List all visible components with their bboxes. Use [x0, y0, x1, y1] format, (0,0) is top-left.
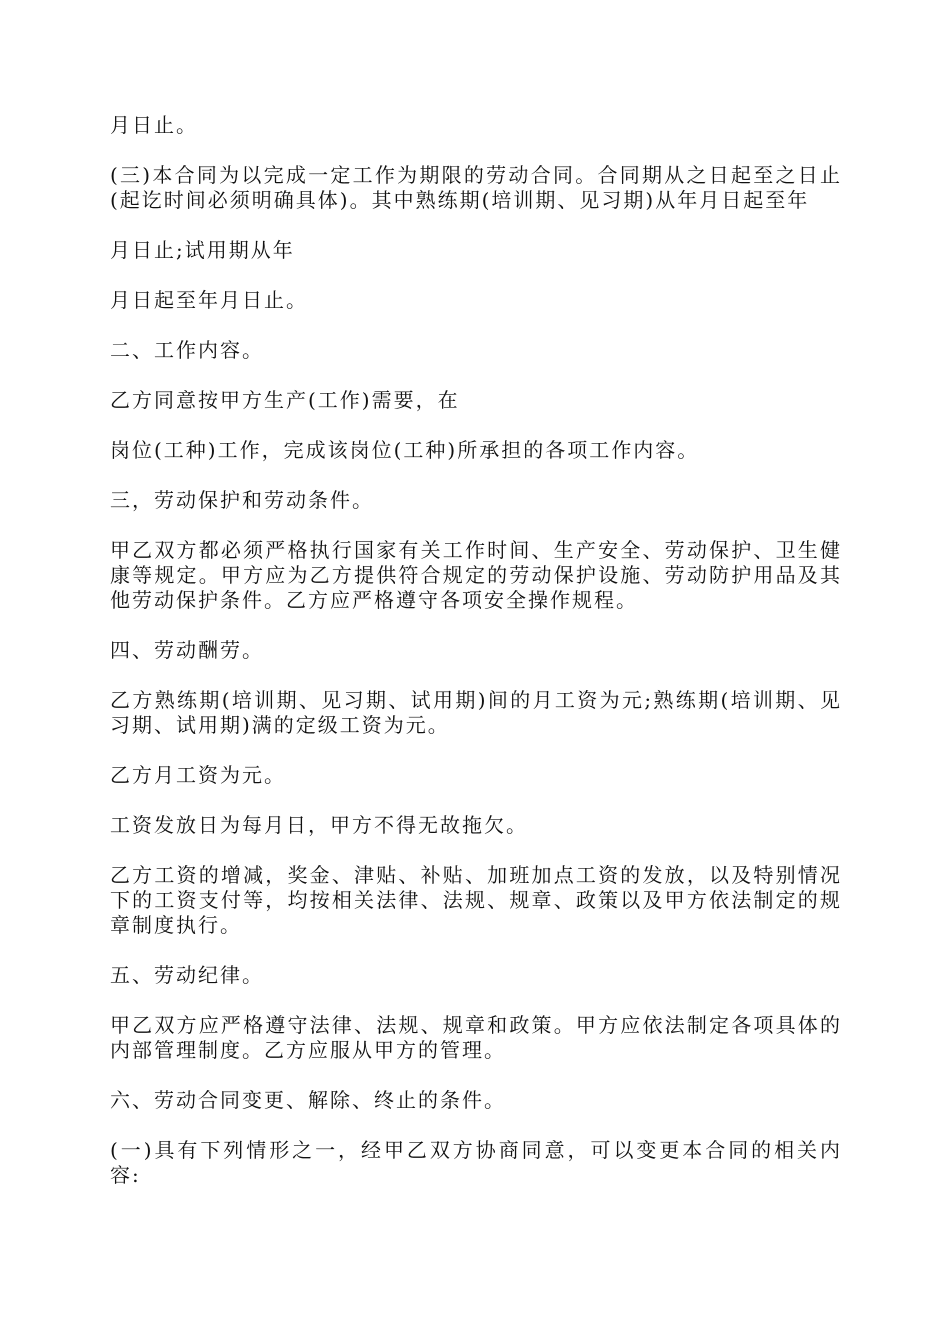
paragraph-wage-adjustment: 乙方工资的增减，奖金、津贴、补贴、加班加点工资的发放，以及特别情况下的工资支付等，均按相关法律、法规、规章、政策以及甲方依法制定的规章制度执行。	[110, 863, 842, 937]
paragraph-work-agreement: 乙方同意按甲方生产(工作)需要，在	[110, 388, 460, 412]
section-heading-labor-protection: 三，劳动保护和劳动条件。	[110, 488, 374, 512]
paragraph-labor-protection: 甲乙双方都必须严格执行国家有关工作时间、生产安全、劳动保护、卫生健康等规定。甲方应为乙方提供符合规定的劳动保护设施、劳动防护用品及其他劳动保护条件。乙方应严格遵守各项安全操作规程。	[110, 538, 842, 612]
paragraph-probation-end: 月日起至年月日止。	[110, 288, 308, 312]
paragraph-term-end: 月日止。	[110, 113, 198, 137]
paragraph-contract-change-conditions: (一)具有下列情形之一，经甲乙双方协商同意，可以变更本合同的相关内容:	[110, 1138, 842, 1187]
paragraph-payday: 工资发放日为每月日，甲方不得无故拖欠。	[110, 813, 528, 837]
paragraph-monthly-wage: 乙方月工资为元。	[110, 763, 286, 787]
section-heading-work-content: 二、工作内容。	[110, 338, 264, 362]
section-heading-remuneration: 四、劳动酬劳。	[110, 638, 264, 662]
paragraph-task-based-contract: (三)本合同为以完成一定工作为期限的劳动合同。合同期从之日起至之日止(起讫时间必须明确具体)。其中熟练期(培训期、见习期)从年月日起至年	[110, 163, 842, 212]
paragraph-work-position: 岗位(工种)工作，完成该岗位(工种)所承担的各项工作内容。	[110, 438, 700, 462]
paragraph-probation-wage: 乙方熟练期(培训期、见习期、试用期)间的月工资为元;熟练期(培训期、见习期、试用期)满的定级工资为元。	[110, 688, 842, 737]
section-heading-contract-change: 六、劳动合同变更、解除、终止的条件。	[110, 1088, 506, 1112]
paragraph-probation-start: 月日止;试用期从年	[110, 238, 295, 262]
paragraph-discipline: 甲乙双方应严格遵守法律、法规、规章和政策。甲方应依法制定各项具体的内部管理制度。乙方应服从甲方的管理。	[110, 1013, 842, 1062]
section-heading-discipline: 五、劳动纪律。	[110, 963, 264, 987]
